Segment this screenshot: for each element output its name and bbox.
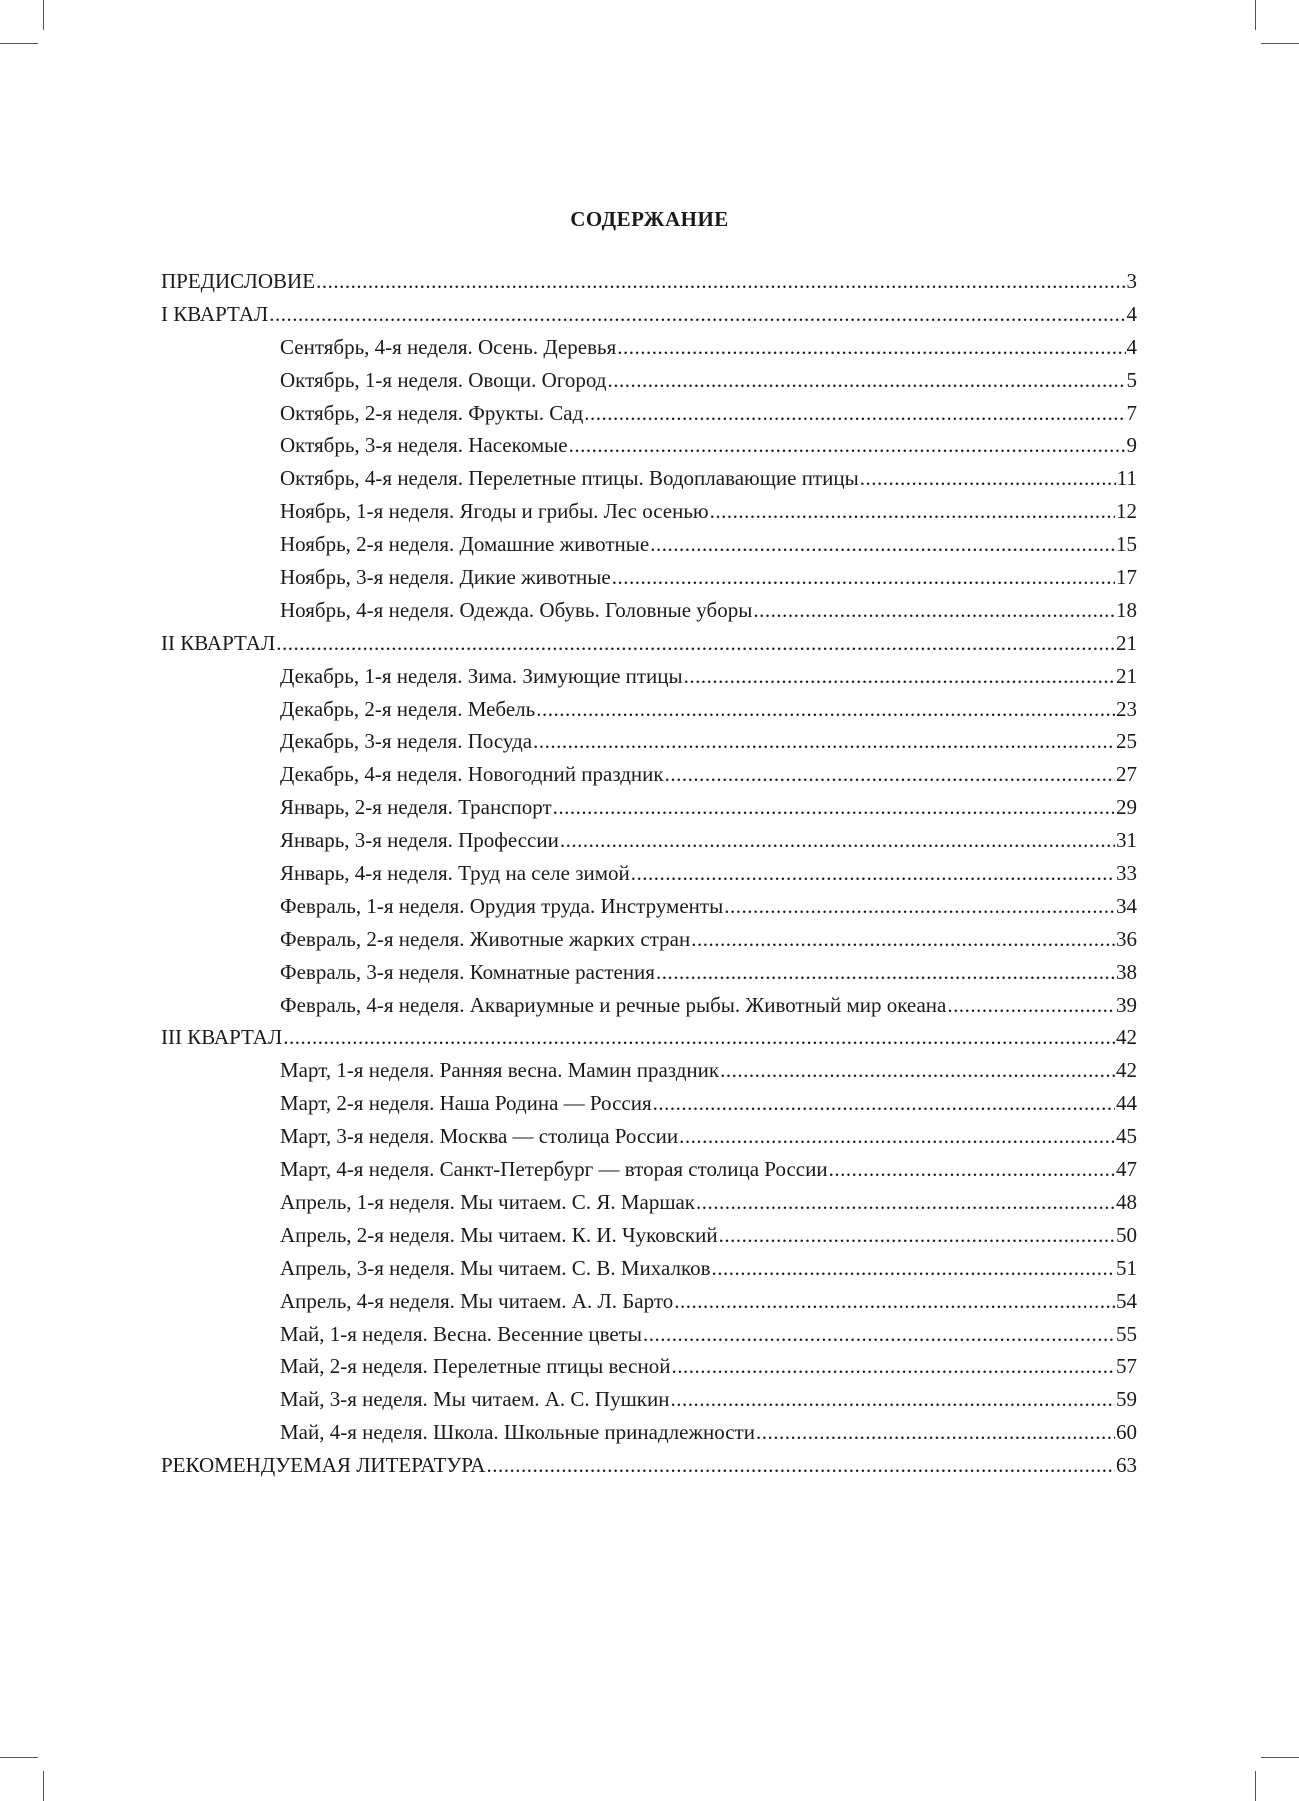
- page-title: СОДЕРЖАНИЕ: [570, 207, 729, 231]
- crop-mark-bottom-left-vertical: [43, 1771, 44, 1801]
- toc-page-number: 42: [1116, 1058, 1137, 1083]
- toc-subentry[interactable]: [161, 1120, 1137, 1153]
- toc-entry-label: Ноябрь, 3-я неделя. Дикие животные: [280, 565, 611, 590]
- toc-subentry[interactable]: [161, 1087, 1137, 1120]
- toc-entry-label: Январь, 2-я неделя. Транспорт: [280, 795, 552, 820]
- dot-leader: [719, 1219, 1115, 1252]
- toc-page-number: 4: [1126, 301, 1137, 326]
- toc-page-number: 9: [1126, 433, 1137, 458]
- toc-page-number: 60: [1116, 1420, 1137, 1445]
- toc-section[interactable]: [161, 1021, 1137, 1054]
- toc-section[interactable]: [161, 298, 1137, 331]
- toc-page-number: 34: [1116, 893, 1137, 918]
- toc-entry-label: Ноябрь, 1-я неделя. Ягоды и грибы. Лес осенью: [280, 499, 709, 524]
- dot-leader: [665, 758, 1115, 791]
- toc-page-number: 11: [1116, 466, 1137, 491]
- dot-leader: [569, 429, 1126, 462]
- toc-entry-label: I КВАРТАЛ: [161, 301, 269, 326]
- dot-leader: [631, 857, 1115, 890]
- dot-leader: [696, 1186, 1115, 1219]
- toc-page-number: 55: [1116, 1321, 1137, 1346]
- toc-subentry[interactable]: [161, 1318, 1137, 1351]
- toc-section[interactable]: [161, 265, 1137, 298]
- toc-entry-label: Декабрь, 2-я неделя. Мебель: [280, 696, 536, 721]
- toc-subentry[interactable]: [161, 1416, 1137, 1449]
- toc-subentry[interactable]: [161, 693, 1137, 726]
- toc-page-number: 21: [1116, 663, 1137, 688]
- toc-page-number: 63: [1116, 1453, 1137, 1478]
- toc-subentry[interactable]: [161, 758, 1137, 791]
- crop-mark-bottom-right-vertical: [1255, 1771, 1256, 1801]
- dot-leader: [607, 364, 1125, 397]
- toc-entry-label: Май, 2-я неделя. Перелетные птицы весной: [280, 1354, 671, 1379]
- toc-entry-label: Май, 3-я неделя. Мы читаем. А. С. Пушкин: [280, 1387, 670, 1412]
- toc-entry-label: Февраль, 4-я неделя. Аквариумные и речные рыбы. Животный мир океана: [280, 992, 947, 1017]
- toc-subentry[interactable]: [161, 462, 1137, 495]
- toc-entry-label: Январь, 3-я неделя. Профессии: [280, 828, 559, 853]
- toc-page-number: 27: [1116, 762, 1137, 787]
- toc-subentry[interactable]: [161, 989, 1137, 1022]
- dot-leader: [720, 1054, 1115, 1087]
- crop-mark-bottom-left-horizontal: [0, 1757, 38, 1758]
- crop-mark-top-right-horizontal: [1261, 43, 1299, 44]
- toc-entry-label: Январь, 4-я неделя. Труд на селе зимой: [280, 861, 630, 886]
- dot-leader: [691, 923, 1115, 956]
- dot-leader: [553, 791, 1115, 824]
- dot-leader: [584, 397, 1125, 430]
- toc-page-number: 51: [1116, 1255, 1137, 1280]
- toc-entry-label: Декабрь, 1-я неделя. Зима. Зимующие птицы: [280, 663, 683, 688]
- toc-entry-label: Ноябрь, 4-я неделя. Одежда. Обувь. Головные уборы: [280, 597, 753, 622]
- dot-leader: [276, 627, 1115, 660]
- toc-subentry[interactable]: [161, 824, 1137, 857]
- toc-subentry[interactable]: [161, 660, 1137, 693]
- toc-subentry[interactable]: [161, 561, 1137, 594]
- toc-page-number: 45: [1116, 1124, 1137, 1149]
- toc-page-number: 39: [1116, 992, 1137, 1017]
- toc-entry-label: Март, 1-я неделя. Ранняя весна. Мамин праздник: [280, 1058, 720, 1083]
- dot-leader: [612, 561, 1115, 594]
- toc-subentry[interactable]: [161, 890, 1137, 923]
- toc-subentry[interactable]: [161, 1186, 1137, 1219]
- toc-subentry[interactable]: [161, 528, 1137, 561]
- toc-page-number: 57: [1116, 1354, 1137, 1379]
- crop-mark-top-left-horizontal: [0, 43, 38, 44]
- dot-leader: [650, 528, 1115, 561]
- toc-entry-label: Октябрь, 1-я неделя. Овощи. Огород: [280, 367, 607, 392]
- toc-subentry[interactable]: [161, 725, 1137, 758]
- toc-subentry[interactable]: [161, 331, 1137, 364]
- dot-leader: [684, 660, 1115, 693]
- toc-subentry[interactable]: [161, 495, 1137, 528]
- toc-page-number: 31: [1116, 828, 1137, 853]
- toc-entry-label: Декабрь, 4-я неделя. Новогодний праздник: [280, 762, 664, 787]
- dot-leader: [533, 725, 1115, 758]
- dot-leader: [283, 1021, 1115, 1054]
- dot-leader: [486, 1449, 1115, 1482]
- dot-leader: [269, 298, 1125, 331]
- toc-page-number: 48: [1116, 1189, 1137, 1214]
- toc-entry-label: Февраль, 1-я неделя. Орудия труда. Инструменты: [280, 893, 724, 918]
- crop-mark-top-left-vertical: [43, 0, 44, 30]
- toc-page-number: 54: [1116, 1288, 1137, 1313]
- toc-subentry[interactable]: [161, 364, 1137, 397]
- toc-page-number: 12: [1116, 499, 1137, 524]
- dot-leader: [829, 1153, 1115, 1186]
- toc-page-number: 7: [1126, 400, 1137, 425]
- toc-subentry[interactable]: [161, 1219, 1137, 1252]
- toc-entry-label: РЕКОМЕНДУЕМАЯ ЛИТЕРАТУРА: [161, 1453, 486, 1478]
- toc-entry-label: Октябрь, 2-я неделя. Фрукты. Сад: [280, 400, 584, 425]
- crop-mark-top-right-vertical: [1255, 0, 1256, 30]
- toc-page-number: 33: [1116, 861, 1137, 886]
- toc-entry-label: Апрель, 2-я неделя. Мы читаем. К. И. Чуковский: [280, 1222, 718, 1247]
- toc-entry-label: II КВАРТАЛ: [161, 630, 276, 655]
- dot-leader: [536, 693, 1115, 726]
- toc-page-number: 29: [1116, 795, 1137, 820]
- toc-entry-label: Ноябрь, 2-я неделя. Домашние животные: [280, 532, 650, 557]
- dot-leader: [753, 594, 1115, 627]
- toc-subentry[interactable]: [161, 594, 1137, 627]
- toc-page-number: 25: [1116, 729, 1137, 754]
- toc-subentry[interactable]: [161, 1383, 1137, 1416]
- toc-entry-label: Октябрь, 4-я неделя. Перелетные птицы. Водоплавающие птицы: [280, 466, 859, 491]
- toc-entry-label: ПРЕДИСЛОВИЕ: [161, 269, 316, 293]
- dot-leader: [724, 890, 1115, 923]
- dot-leader: [710, 495, 1115, 528]
- toc-entry-label: Март, 4-я неделя. Санкт-Петербург — вторая столица России: [280, 1157, 828, 1182]
- toc-page-number: 3: [1126, 269, 1137, 293]
- toc-entry-label: Март, 3-я неделя. Москва — столица России: [280, 1124, 679, 1149]
- toc-subentry[interactable]: [161, 1285, 1137, 1318]
- toc-entry-label: Май, 4-я неделя. Школа. Школьные принадлежности: [280, 1420, 755, 1445]
- toc-section[interactable]: [161, 1449, 1137, 1482]
- crop-mark-bottom-right-horizontal: [1261, 1757, 1299, 1758]
- dot-leader: [674, 1285, 1115, 1318]
- dot-leader: [712, 1252, 1116, 1285]
- dot-leader: [653, 1087, 1115, 1120]
- toc-subentry[interactable]: [161, 429, 1137, 462]
- toc-page-number: 18: [1116, 597, 1137, 622]
- dot-leader: [670, 1383, 1115, 1416]
- toc-subentry[interactable]: [161, 1153, 1137, 1186]
- toc-entry-label: Апрель, 3-я неделя. Мы читаем. С. В. Михалков: [280, 1255, 711, 1280]
- toc-subentry[interactable]: [161, 1350, 1137, 1383]
- toc-entry-label: III КВАРТАЛ: [161, 1025, 283, 1050]
- toc-page-number: 15: [1116, 532, 1137, 557]
- dot-leader: [617, 331, 1125, 364]
- toc-entry-label: Февраль, 2-я неделя. Животные жарких стран: [280, 926, 691, 951]
- toc-subentry[interactable]: [161, 857, 1137, 890]
- dot-leader: [679, 1120, 1115, 1153]
- toc-page-number: 21: [1116, 630, 1137, 655]
- dot-leader: [860, 462, 1116, 495]
- toc-subentry[interactable]: [161, 1054, 1137, 1087]
- toc-section[interactable]: [161, 627, 1137, 660]
- toc-page-number: 17: [1116, 565, 1137, 590]
- toc-entry-label: Апрель, 4-я неделя. Мы читаем. А. Л. Барто: [280, 1288, 674, 1313]
- dot-leader: [316, 265, 1125, 298]
- toc-entry-label: Сентябрь, 4-я неделя. Осень. Деревья: [280, 334, 617, 359]
- toc-subentry[interactable]: [161, 1252, 1137, 1285]
- toc-entry-label: Февраль, 3-я неделя. Комнатные растения: [280, 959, 655, 984]
- toc-subentry[interactable]: [161, 397, 1137, 430]
- toc-entry-label: Май, 1-я неделя. Весна. Весенние цветы: [280, 1321, 642, 1346]
- dot-leader: [643, 1318, 1115, 1351]
- toc-page-number: 42: [1116, 1025, 1137, 1050]
- toc-page-number: 59: [1116, 1387, 1137, 1412]
- toc-subentry[interactable]: [161, 923, 1137, 956]
- dot-leader: [560, 824, 1115, 857]
- toc-subentry[interactable]: [161, 791, 1137, 824]
- toc-page-number: 23: [1116, 696, 1137, 721]
- toc-entry-label: Март, 2-я неделя. Наша Родина — Россия: [280, 1091, 652, 1116]
- toc-page-number: 44: [1116, 1091, 1137, 1116]
- dot-leader: [656, 956, 1115, 989]
- toc-page-number: 50: [1116, 1222, 1137, 1247]
- toc-entry-label: Октябрь, 3-я неделя. Насекомые: [280, 433, 568, 458]
- toc-entry-label: Декабрь, 3-я неделя. Посуда: [280, 729, 533, 754]
- toc-page-number: 47: [1116, 1157, 1137, 1182]
- toc-page-number: 5: [1126, 367, 1137, 392]
- dot-leader: [671, 1350, 1115, 1383]
- dot-leader: [756, 1416, 1115, 1449]
- toc-subentry[interactable]: [161, 956, 1137, 989]
- toc-page-number: 36: [1116, 926, 1137, 951]
- table-of-contents: [161, 265, 1137, 1482]
- dot-leader: [947, 989, 1115, 1022]
- toc-page-number: 4: [1126, 334, 1137, 359]
- toc-page-number: 38: [1116, 959, 1137, 984]
- toc-entry-label: Апрель, 1-я неделя. Мы читаем. С. Я. Маршак: [280, 1189, 696, 1214]
